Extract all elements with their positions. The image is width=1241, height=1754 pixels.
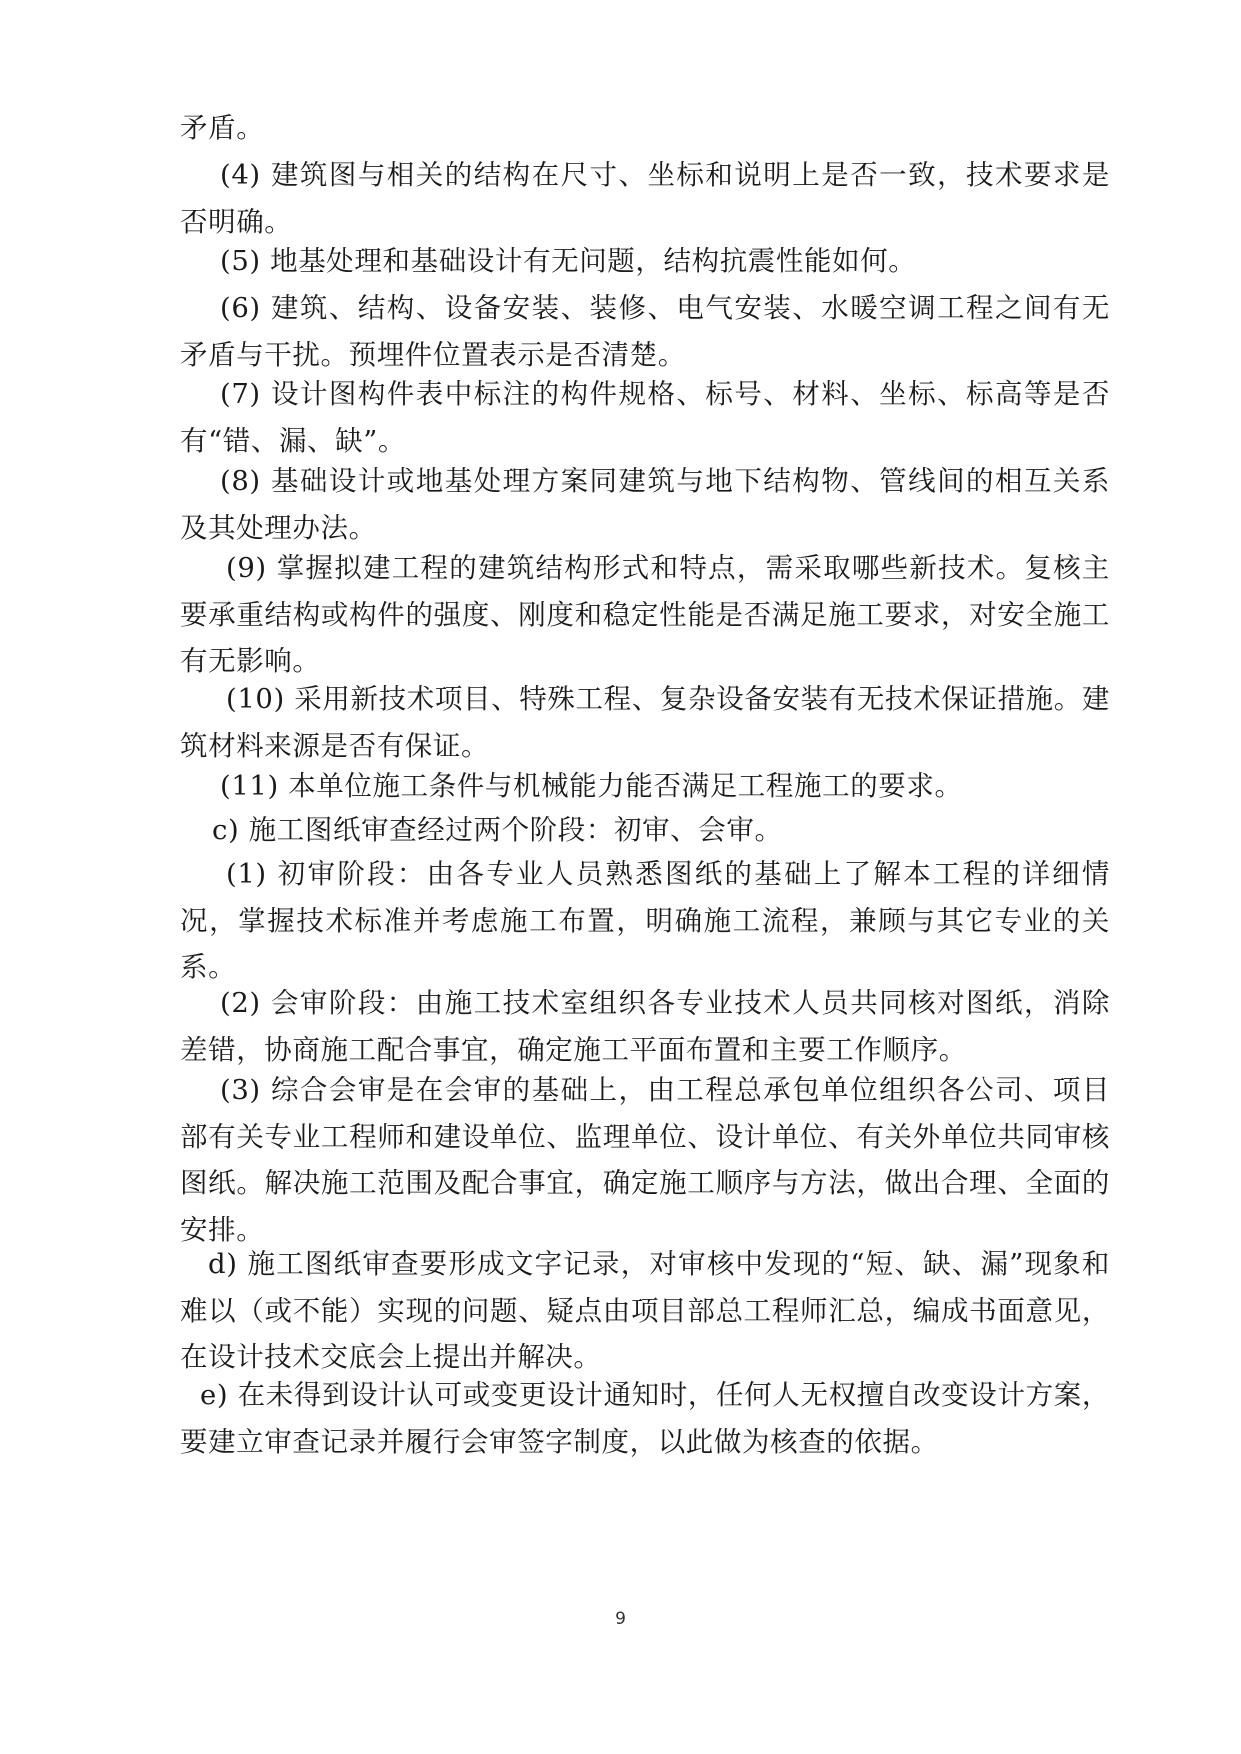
paragraph-continuation: 矛盾。 [180, 112, 265, 144]
paragraph-item-8: (8) 基础设计或地基处理方案同建筑与地下结构物、管线间的相互关系及其处理办法。 [180, 465, 1110, 544]
paragraph-item-6: (6) 建筑、结构、设备安装、装修、电气安装、水暖空调工程之间有无矛盾与干扰。预埋件位置表示是否清楚。 [180, 292, 1110, 371]
paragraph-section-d: d) 施工图纸审查要形成文字记录，对审核中发现的“短、缺、漏”现象和难以（或不能）实现的问题、疑点由项目部总工程师汇总，编成书面意见，在设计技术交底会上提出并解决。 [180, 1248, 1110, 1373]
paragraph-item-10: (10) 采用新技术项目、特殊工程、复杂设备安装有无技术保证措施。建筑材料来源是否有保证。 [180, 683, 1110, 762]
paragraph-item-9: (9) 掌握拟建工程的建筑结构形式和特点，需采取哪些新技术。复核主要承重结构或构件的强度、刚度和稳定性能是否满足施工要求，对安全施工有无影响。 [180, 552, 1110, 677]
paragraph-section-e: e) 在未得到设计认可或变更设计通知时，任何人无权擅自改变设计方案，要建立审查记录并履行会审签字制度，以此做为核查的依据。 [180, 1379, 1110, 1458]
paragraph-item-5: (5) 地基处理和基础设计有无问题，结构抗震性能如何。 [220, 245, 917, 277]
paragraph-item-4: (4) 建筑图与相关的结构在尺寸、坐标和说明上是否一致，技术要求是否明确。 [180, 159, 1110, 238]
paragraph-review-stage-1: (1) 初审阶段：由各专业人员熟悉图纸的基础上了解本工程的详细情况，掌握技术标准并考虑施工布置，明确施工流程，兼顾与其它专业的关系。 [180, 858, 1110, 983]
paragraph-item-7: (7) 设计图构件表中标注的构件规格、标号、材料、坐标、标高等是否有“错、漏、缺”。 [180, 378, 1110, 457]
paragraph-item-11: (11) 本单位施工条件与机械能力能否满足工程施工的要求。 [220, 770, 963, 802]
page-number: 9 [615, 1609, 626, 1629]
paragraph-review-stage-2: (2) 会审阶段：由施工技术室组织各专业技术人员共同核对图纸，消除差错，协商施工配合事宜，确定施工平面布置和主要工作顺序。 [180, 987, 1110, 1066]
paragraph-section-c: c) 施工图纸审查经过两个阶段：初审、会审。 [212, 814, 783, 846]
paragraph-review-stage-3: (3) 综合会审是在会审的基础上，由工程总承包单位组织各公司、项目部有关专业工程师和建设单位、监理单位、设计单位、有关外单位共同审核图纸。解决施工范围及配合事宜，确定施工顺序与方法，做出合理、全面的安排。 [180, 1074, 1110, 1246]
